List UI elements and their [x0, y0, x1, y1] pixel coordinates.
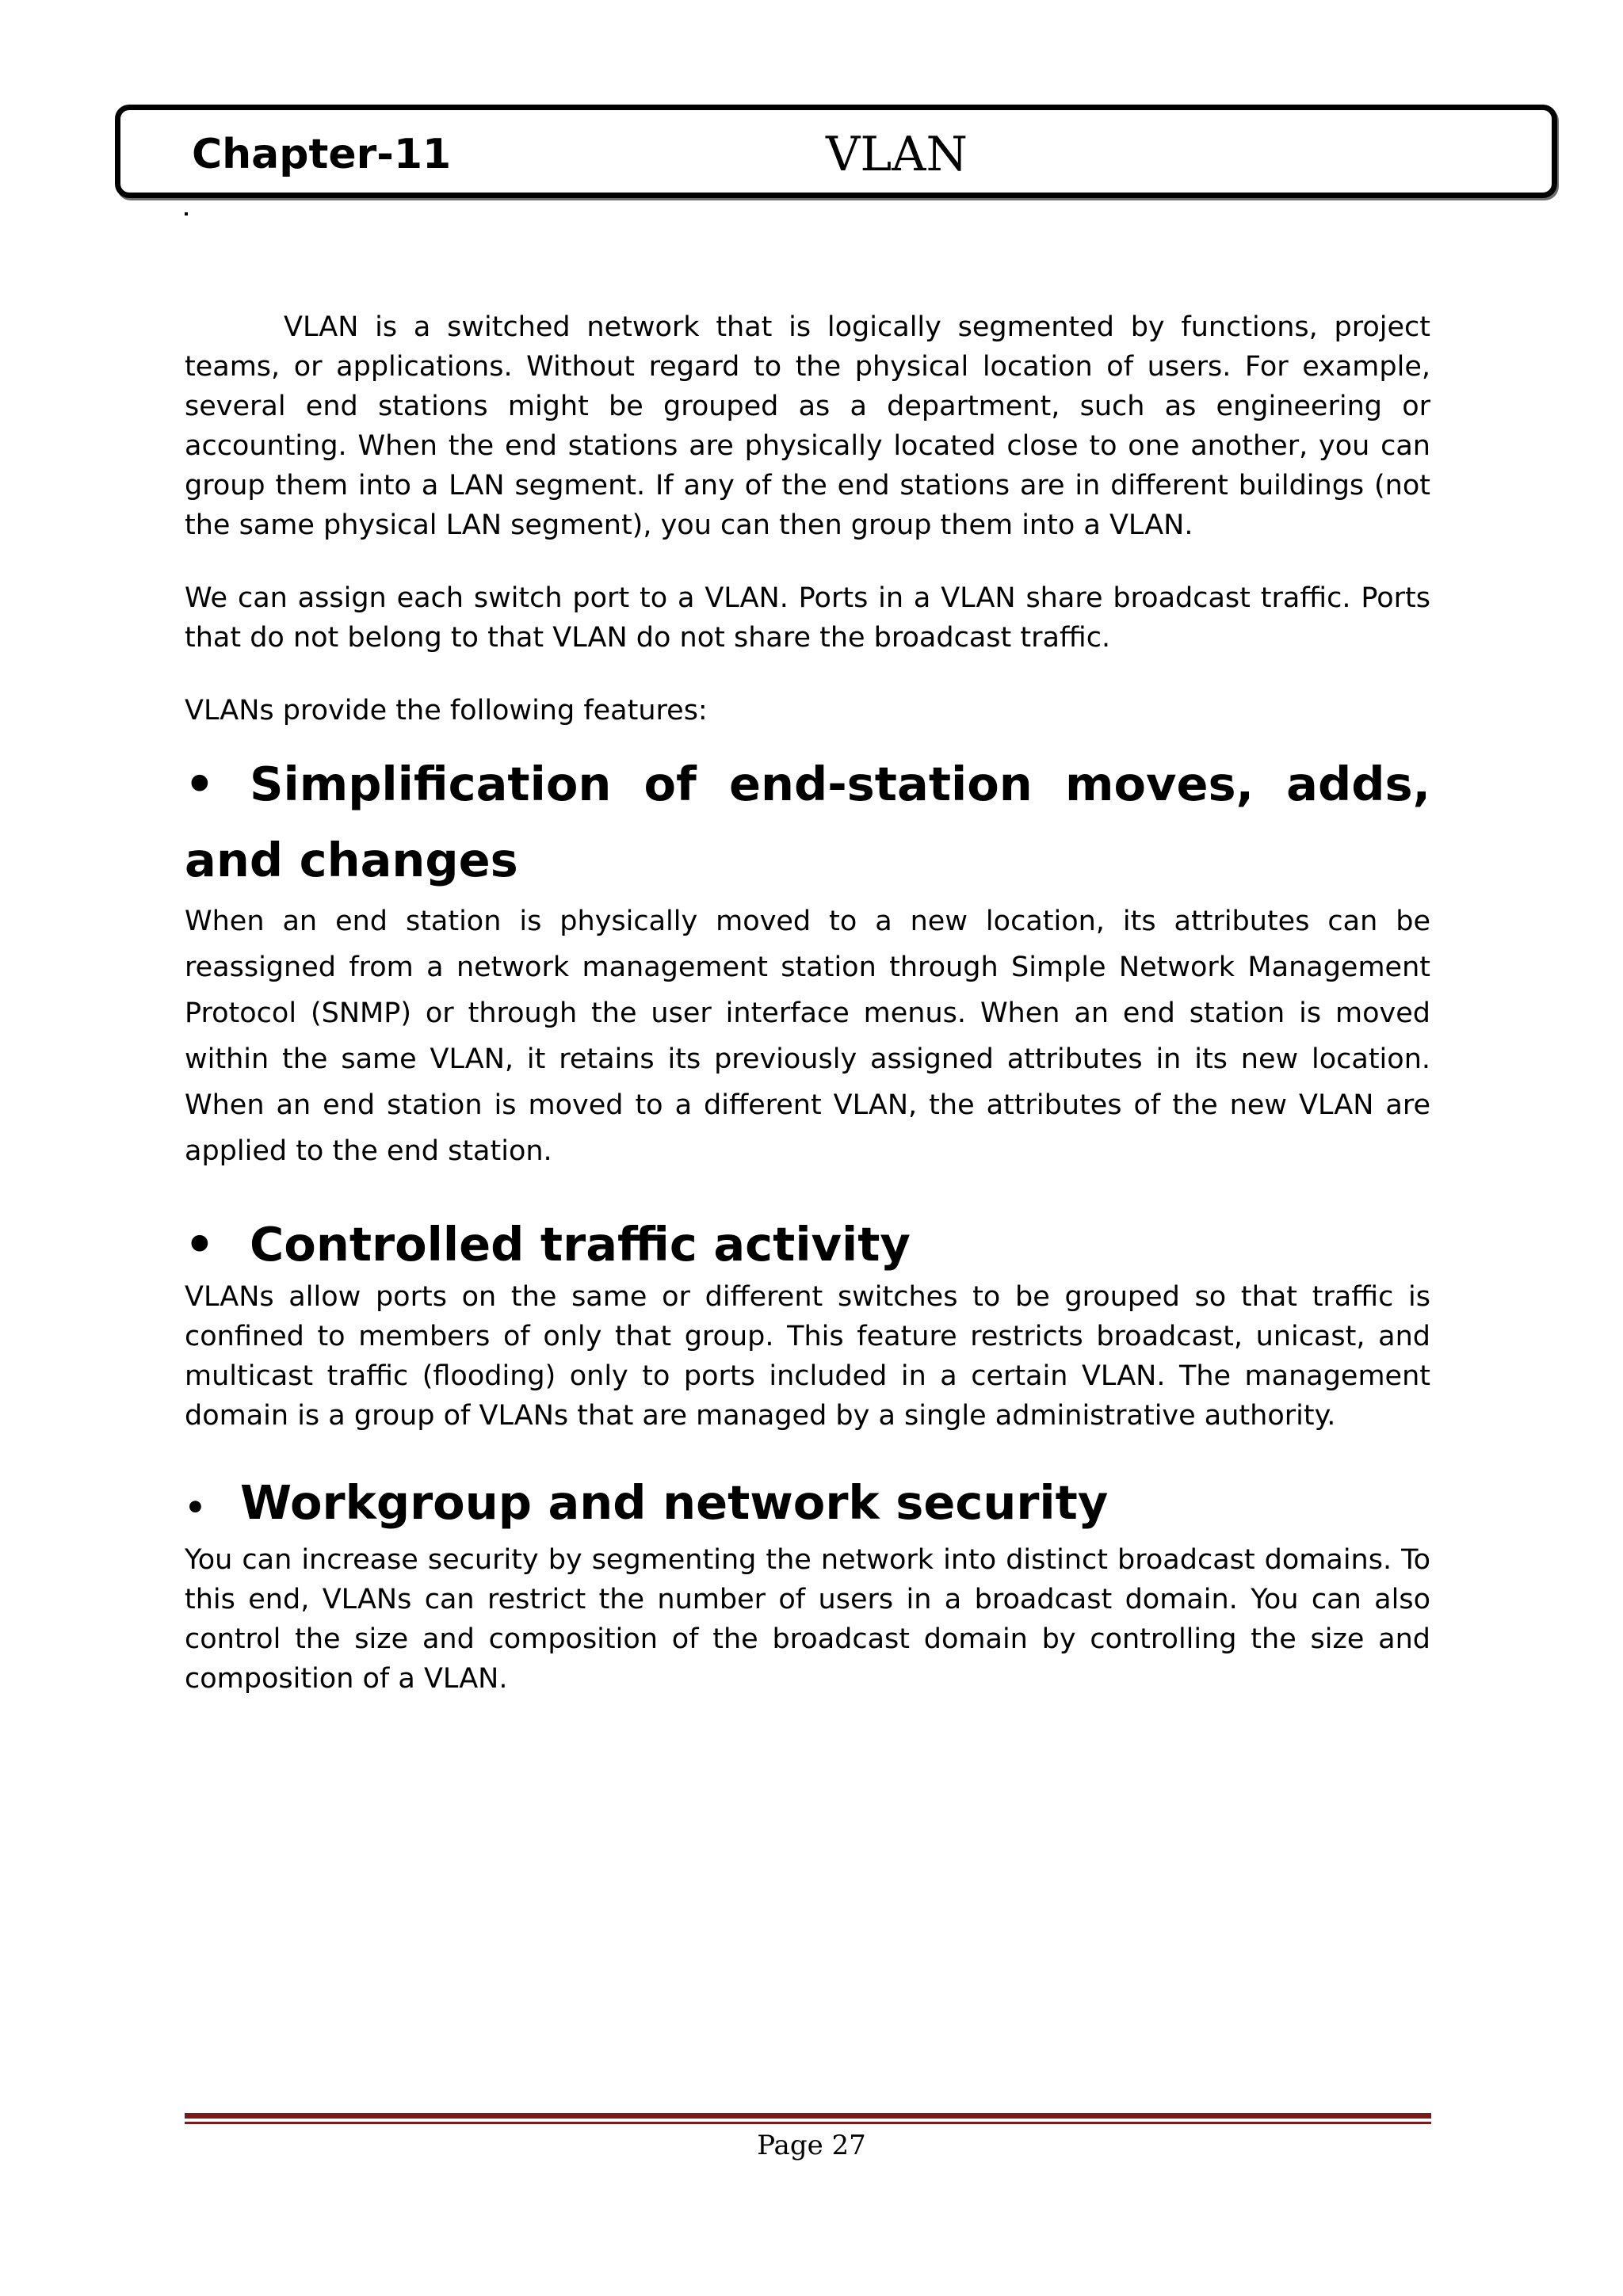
bullet-icon: • [185, 757, 215, 811]
chapter-header-box [115, 105, 1557, 198]
section-heading-text: Controlled traffic activity [250, 1217, 911, 1272]
bullet-icon: • [185, 1488, 206, 1527]
page-number: Page 27 [757, 2130, 866, 2161]
document-body [185, 307, 1430, 1699]
footer-rule-thick [185, 2113, 1431, 2119]
section-body-workgroup-security: You can increase security by segmenting the network into distinct broadcast domains. To this end, VLANs can restrict the number of users in a broadcast domain. You can also control the size and composition of the broadcast domain by controlling the size and composition of a VLAN. [185, 1544, 1430, 1695]
footer-rule-thin [185, 2122, 1431, 2124]
bullet-icon: • [185, 1217, 215, 1272]
section-heading-text: Simplification of end-station moves, adds, and changes [185, 757, 1430, 887]
intro-paragraph-3: VLANs provide the following features: [185, 695, 708, 727]
section-heading-text: Workgroup and network security [240, 1475, 1109, 1530]
intro-paragraph-2: We can assign each switch port to a VLAN. Ports in a VLAN share broadcast traffic. Ports that do not belong to that VLAN do not share the broadcast traffic. [185, 582, 1430, 654]
intro-paragraph-1: VLAN is a switched network that is logically segmented by functions, project teams, or applications. Without regard to the physical location of users. For example, several end stations might be grouped as a department, such as engineering or accounting. When the end stations are physically located close to one another, you can group them into a LAN segment. If any of the end stations are in different buildings (not the same physical LAN segment), you can then group them into a VLAN. [185, 311, 1430, 541]
section-heading-simplification [185, 746, 1430, 898]
stray-mark [185, 212, 188, 215]
section-body-simplification: When an end station is physically moved to a new location, its attributes can be reassigned from a network management station through Simple Network Management Protocol (SNMP) or through the user interface menus. When an end station is moved within the same VLAN, it retains its previously assigned attributes in its new location. When an end station is moved to a different VLAN, the attributes of the new VLAN are applied to the end station. [185, 906, 1430, 1167]
chapter-label: Chapter-11 [192, 131, 452, 178]
section-body-controlled-traffic: VLANs allow ports on the same or different switches to be grouped so that traffic is confined to members of only that group. This feature restricts broadcast, unicast, and multicast traffic (flooding) only to ports included in a certain VLAN. The management domain is a group of VLANs that are managed by a single administrative authority. [185, 1281, 1430, 1432]
section-heading-workgroup-security [185, 1470, 1430, 1540]
chapter-title: VLAN [826, 127, 968, 182]
section-heading-controlled-traffic [185, 1212, 1430, 1277]
